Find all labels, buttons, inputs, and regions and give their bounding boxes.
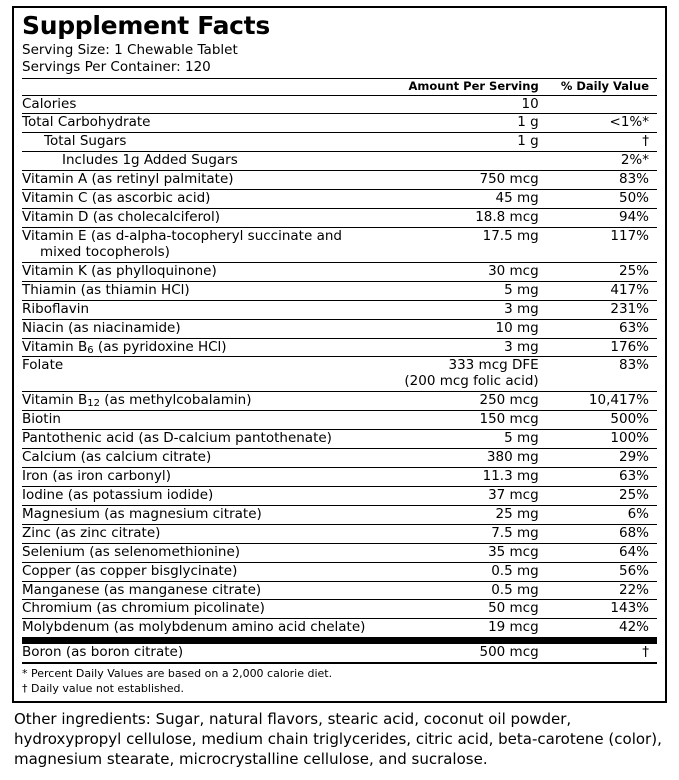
table-row [22,319,657,338]
nutrient-daily-value: 117% [543,228,657,263]
nutrient-name: Molybdenum (as molybdenum amino acid chelate) [22,619,366,636]
extra-nutrient-table [22,644,657,662]
table-row [22,338,657,357]
table-row [22,152,657,171]
header-daily-value: % Daily Value [543,79,657,95]
subscript: 6 [87,344,94,356]
table-row [22,392,657,411]
other-ingredients: Other ingredients: Sugar, natural flavors, stearic acid, coconut oil powder, hydroxypropyl cellulose, medium chain triglycerides, citric acid, beta-carotene (color), magnesium stearate, microcrystalline cellulose, and sucralose. [14,709,662,768]
nutrient-name: Vitamin B12 (as methylcobalamin) [22,392,390,411]
nutrient-name: Iodine (as potassium iodide) [22,486,390,505]
extra-nutrient-rows [22,644,657,662]
nutrient-daily-value: 6% [543,505,657,524]
nutrient-name: Pantothenic acid (as D-calcium pantothenate) [22,430,390,449]
nutrient-amount: 5 mg [390,430,542,449]
nutrient-daily-value: 176% [543,338,657,357]
nutrient-amount: 150 mcg [390,411,542,430]
nutrient-amount: 1 g [390,114,542,133]
nutrient-name: Calcium (as calcium citrate) [22,449,390,468]
nutrient-name: Selenium (as selenomethionine) [22,543,390,562]
serving-size: Serving Size: 1 Chewable Tablet [22,42,238,59]
table-row [22,411,657,430]
nutrient-amount: 500 mcg [479,644,539,661]
nutrient-name: Iron (as iron carbonyl) [22,468,390,487]
nutrition-rows [22,95,657,637]
table-row [22,505,657,524]
nutrient-amount: 5 mg [390,281,542,300]
nutrient-name: Vitamin E (as d-alpha-tocopheryl succinate and mixed tocopherols) [22,228,390,263]
nutrient-amount: 3 mg [390,300,542,319]
table-row [22,300,657,319]
table-row [22,449,657,468]
table-row [22,114,657,133]
nutrient-name: Niacin (as niacinamide) [22,319,390,338]
nutrient-amount [390,152,542,171]
nutrient-daily-value: 25% [543,486,657,505]
nutrient-daily-value: 25% [543,262,657,281]
nutrient-daily-value: 231% [543,300,657,319]
nutrient-daily-value: 50% [543,190,657,209]
nutrient-daily-value: 42% [618,619,649,636]
nutrient-name: Calories [22,95,390,114]
nutrient-name: Vitamin D (as cholecalciferol) [22,209,390,228]
nutrient-amount: 0.5 mg [390,562,542,581]
nutrient-name: Chromium (as chromium picolinate) [22,600,390,619]
nutrient-amount: 37 mcg [390,486,542,505]
nutrient-amount: 333 mcg DFE (200 mcg folic acid) [390,357,542,392]
nutrient-amount: 0.5 mg [390,581,542,600]
nutrient-daily-value: 29% [543,449,657,468]
nutrient-daily-value: 417% [543,281,657,300]
nutrient-name: Folate [22,357,390,392]
nutrient-daily-value: 64% [543,543,657,562]
nutrient-daily-value: 10,417% [543,392,657,411]
nutrient-daily-value: 500% [543,411,657,430]
nutrient-daily-value: 83% [543,357,657,392]
nutrient-daily-value: 63% [543,468,657,487]
nutrient-amount: 380 mg [390,449,542,468]
nutrient-daily-value: 94% [543,209,657,228]
table-row [22,95,657,114]
header-amount-per-serving: Amount Per Serving [390,79,542,95]
nutrient-name: Zinc (as zinc citrate) [22,524,390,543]
nutrient-amount: 50 mcg [390,600,542,619]
nutrient-name: Vitamin B6 (as pyridoxine HCl) [22,338,390,357]
nutrient-name: Vitamin K (as phylloquinone) [22,262,390,281]
table-row [22,171,657,190]
table-row [22,524,657,543]
table-row [22,228,657,263]
nutrition-table-body [22,79,657,95]
nutrient-daily-value: 2%* [543,152,657,171]
nutrient-amount: 10 [390,95,542,114]
nutrient-amount: 18.8 mcg [390,209,542,228]
nutrient-amount: 250 mcg [390,392,542,411]
nutrient-daily-value: 68% [543,524,657,543]
nutrient-amount: 35 mcg [390,543,542,562]
table-row [22,600,657,619]
nutrient-amount: 1 g [390,133,542,152]
footnote-not-established: † Daily value not established. [22,682,184,696]
divider-thick [22,637,657,644]
nutrient-name: Boron (as boron citrate) [22,644,184,661]
footnotes [22,664,657,697]
nutrient-amount: 750 mcg [390,171,542,190]
nutrient-daily-value [543,95,657,114]
table-row [22,468,657,487]
nutrient-name: Vitamin C (as ascorbic acid) [22,190,390,209]
nutrient-daily-value: 63% [543,319,657,338]
nutrient-daily-value: 100% [543,430,657,449]
nutrient-daily-value: 143% [543,600,657,619]
nutrient-amount: 17.5 mg [390,228,542,263]
nutrient-amount: 30 mcg [390,262,542,281]
nutrient-name: Copper (as copper bisglycinate) [22,562,390,581]
nutrition-table [22,79,657,637]
table-header-row [22,79,657,95]
table-row [22,133,657,152]
supplement-facts-panel [12,6,667,703]
nutrient-amount: 7.5 mg [390,524,542,543]
table-row [22,262,657,281]
table-row [22,430,657,449]
nutrient-amount: 45 mg [390,190,542,209]
nutrient-daily-value: <1%* [543,114,657,133]
nutrient-daily-value: † [642,644,649,661]
subscript: 12 [87,398,100,410]
nutrient-amount: 10 mg [390,319,542,338]
nutrient-amount: 19 mcg [488,619,539,636]
table-row [22,562,657,581]
nutrient-name: Thiamin (as thiamin HCl) [22,281,390,300]
nutrient-name: Total Sugars [22,133,390,152]
header-blank [22,79,390,95]
nutrient-daily-value: 56% [543,562,657,581]
nutrient-amount: 11.3 mg [390,468,542,487]
table-row [22,357,657,392]
nutrient-name: Vitamin A (as retinyl palmitate) [22,171,390,190]
nutrient-daily-value: 83% [543,171,657,190]
footnote-daily-value: * Percent Daily Values are based on a 2,000 calorie diet. [22,667,333,681]
nutrient-name: Magnesium (as magnesium citrate) [22,505,390,524]
nutrient-daily-value: 22% [543,581,657,600]
table-row [22,543,657,562]
page-title: Supplement Facts [22,11,270,40]
table-row [22,644,657,662]
nutrient-amount: 3 mg [390,338,542,357]
nutrient-name: Total Carbohydrate [22,114,390,133]
nutrient-name: Biotin [22,411,390,430]
nutrient-name: Includes 1g Added Sugars [22,152,390,171]
table-row [22,281,657,300]
table-row [22,486,657,505]
nutrient-name: Manganese (as manganese citrate) [22,581,390,600]
nutrient-amount: 25 mg [390,505,542,524]
table-row [22,581,657,600]
nutrient-name: Riboflavin [22,300,390,319]
servings-per-container: Servings Per Container: 120 [22,59,211,76]
table-row [22,619,657,637]
table-row [22,209,657,228]
table-row [22,190,657,209]
nutrient-daily-value: † [543,133,657,152]
